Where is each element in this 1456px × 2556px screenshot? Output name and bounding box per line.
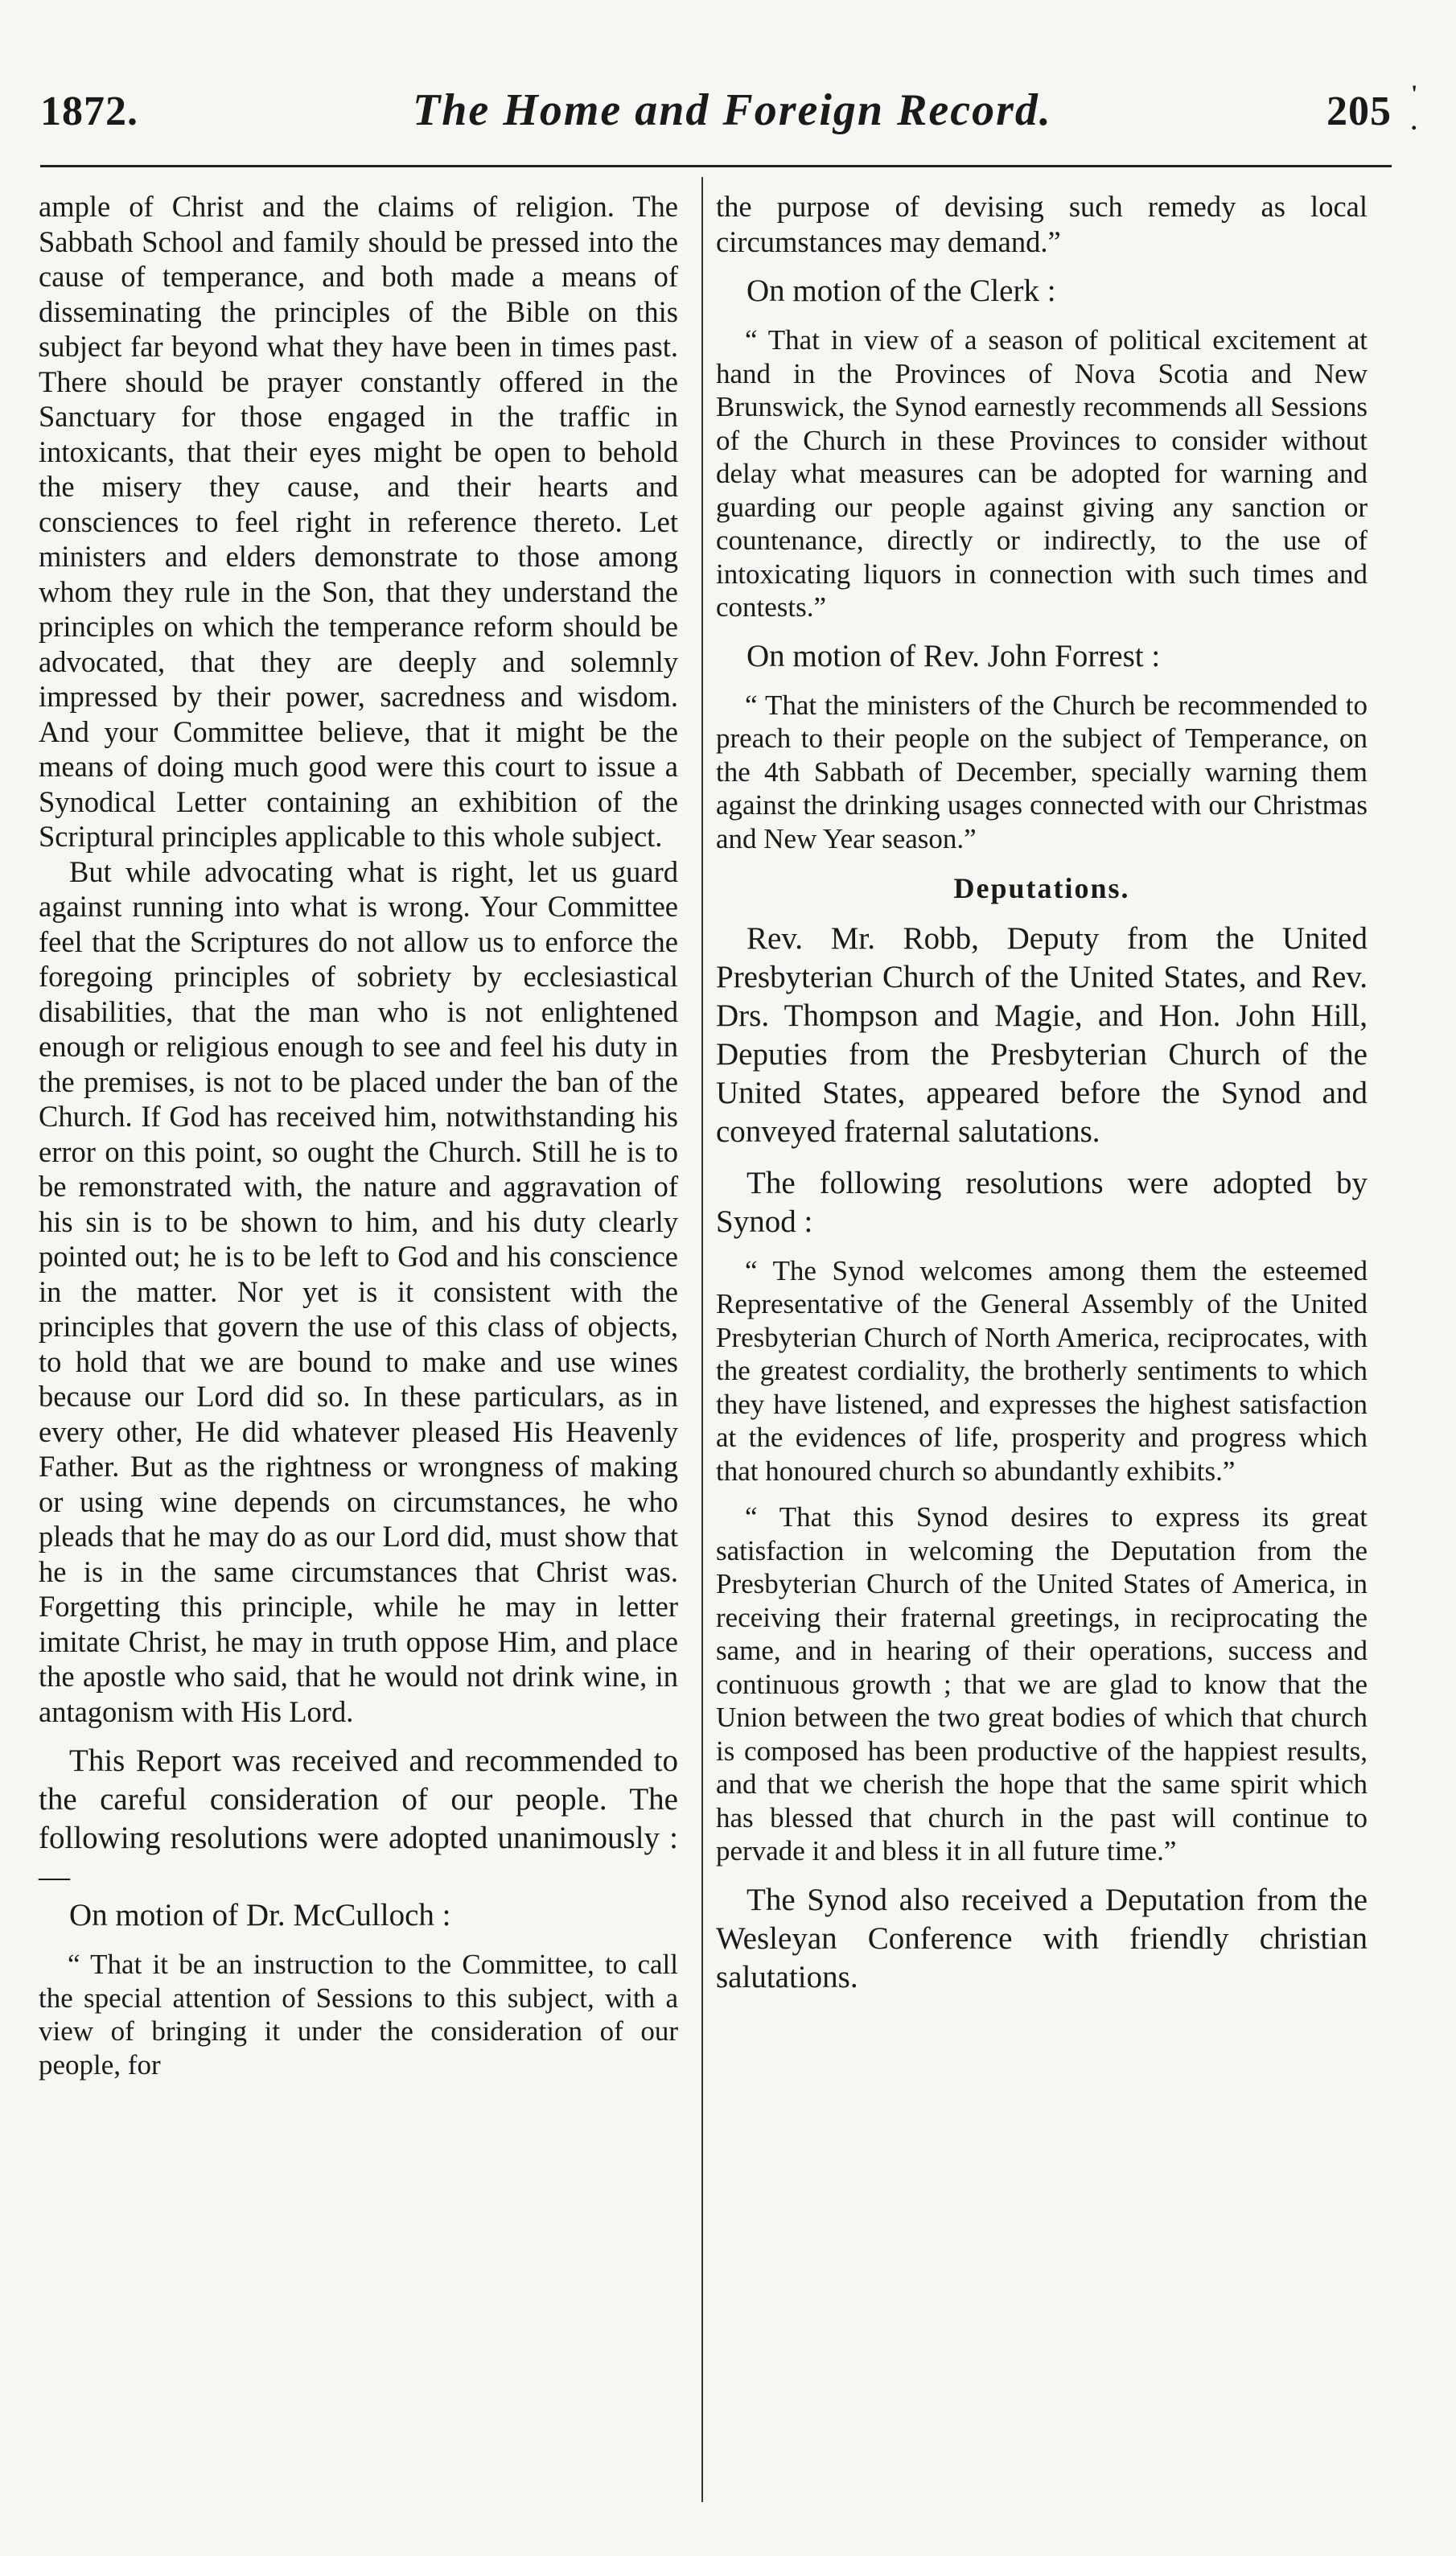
resolution-quote: “ That the ministers of the Church be recommended to preach to their people on the subject of Temperance, on the 4th Sabbath of December, specially warning them against the drinking usages connected with our Christmas and New Year season.” (716, 689, 1368, 854)
masthead: The Home and Foreign Record. (413, 85, 1052, 135)
paragraph: But while advocating what is right, let us guard against running into what is wrong. Your Committee feel that the Scriptures do not allow us to enforce the foregoing principles of sobriety by ecclesiastical disabilities, that the man who is not enlightened enough or religious enough to see and feel his duty in the premises, is not to be placed under the ban of the Church. If God has received him, notwithstanding his error on this point, so ought the Church. Still he is to be remonstrated with, the nature and aggravation of his sin is to be shown to him, and his duty clearly pointed out; he is to be left to God and his conscience in the matter. Nor yet is it consistent with the principles that govern the use of this class of objects, to hold that we are bound to make and use wines because our Lord did so. In these particulars, as in every other, He did whatever pleased His Heavenly Father. But as the rightness or wrongness of making or using wine depends on circumstances, he who pleads that he may do as our Lord did, must show that he is in the same circumstances that Christ was. Forgetting this principle, while he may in letter imitate Christ, he may in truth oppose Him, and place the apostle who said, that he would not drink wine, in antagonism with His Lord. (39, 854, 678, 1728)
right-column (716, 189, 1368, 1997)
margin-mark: ' (1411, 80, 1418, 107)
resolution-quote: “ The Synod welcomes among them the esteemed Representative of the General Assembly of the United Presbyterian Church of North America, reciprocates, with the greatest cordiality, the brotherly sentiments to which they have listened, and expresses the highest satisfaction at the evidences of life, prosperity and progress which that honoured church so abundantly exhibits.” (716, 1254, 1368, 1487)
left-column (39, 189, 678, 2081)
page-number: 205 (1326, 88, 1392, 134)
paragraph: The following resolutions were adopted by Synod : (716, 1165, 1368, 1239)
column-divider (701, 177, 703, 2502)
paragraph: Rev. Mr. Robb, Deputy from the United Presbyterian Church of the United States, and Rev. Drs. Thompson and Magie, and Hon. John Hill, Deputies from the Presbyterian Church of the United States, appeared before the Synod and conveyed fraternal salutations. (716, 920, 1368, 1149)
section-heading: Deputations. (953, 872, 1130, 904)
margin-mark: . (1411, 109, 1417, 135)
header-rule (40, 165, 1392, 167)
resolution-quote: “ That this Synod desires to express its great satisfaction in welcoming the Deputation from the Presbyterian Church of the United States of America, in receiving their fraternal greetings, in reciprocating the same, and in hearing of their operations, success and continuous growth ; that we are glad to know that the Union between the two great bodies of which that church is composed has been productive of the happiest results, and that we cherish the hope that the same spirit which has blessed that church in the past will continue to pervade it and bless it in all future time.” (716, 1501, 1368, 1867)
paragraph: ample of Christ and the claims of religion. The Sabbath School and family should be pressed into the cause of temperance, and both made a means of disseminating the principles of the Bible on this subject far beyond what they have been in times past. There should be prayer constantly offered in the Sanctuary for those engaged in the traffic in intoxicants, that their eyes might be open to behold the misery they cause, and their hearts and consciences to feel right in reference thereto. Let ministers and elders demonstrate to those among whom they rule in the Son, that they understand the principles on which the temperance reform should be advocated, that they are deeply and solemnly impressed by their power, sacredness and wisdom. And your Committee believe, that it might be the means of doing much good were this court to issue a Synodical Letter containing an exhibition of the Scriptural principles applicable to this whole subject. (39, 190, 678, 853)
resolution-quote: “ That in view of a season of political excitement at hand in the Provinces of Nova Scotia and New Brunswick, the Synod earnestly recommends all Sessions of the Church in these Provinces to consider without delay what measures can be adopted for warning and guarding our people against giving any sanction or countenance, directly or indirectly, to the use of intoxicating liquors in connection with such times and contests.” (716, 324, 1368, 623)
year: 1872. (40, 88, 138, 134)
motion-line: On motion of Dr. McCulloch : (69, 1898, 451, 1932)
paragraph: the purpose of devising such remedy as local circumstances may demand.” (716, 190, 1368, 258)
resolution-quote: “ That it be an instruction to the Committee, to call the special attention of Sessions to this subject, with a view of bringing it under the consideration of our people, for (39, 1949, 678, 2081)
paragraph: This Report was received and recommended to the careful consideration of our people. The following resolutions were adopted unanimously :— (39, 1743, 678, 1894)
running-header (40, 84, 1392, 157)
motion-line: On motion of the Clerk : (747, 274, 1056, 308)
paragraph: The Synod also received a Deputation from the Wesleyan Conference with friendly christian salutations. (716, 1882, 1368, 1994)
motion-line: On motion of Rev. John Forrest : (747, 638, 1161, 673)
